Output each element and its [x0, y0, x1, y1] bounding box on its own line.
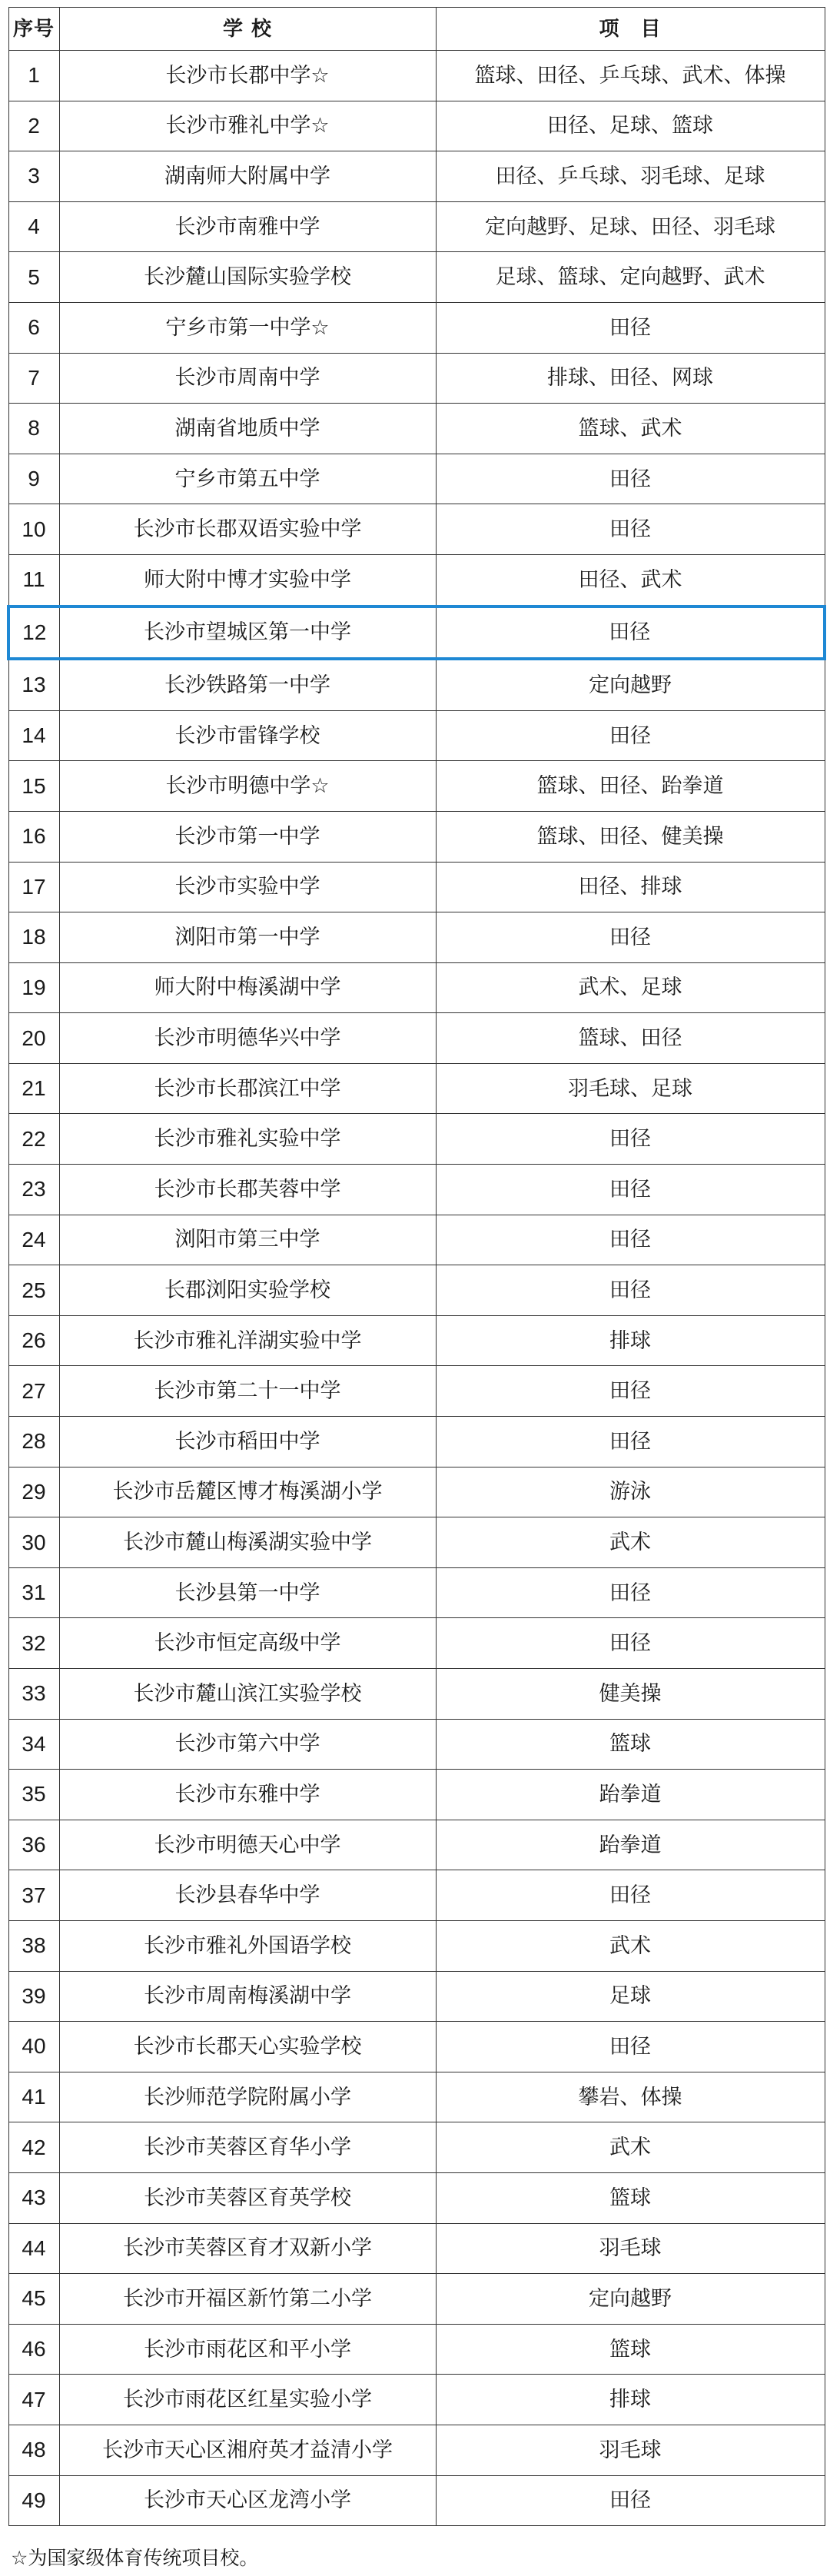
- row-sports: 田径: [436, 1265, 825, 1316]
- row-sports: 田径: [436, 1417, 825, 1467]
- row-number: 20: [8, 1013, 59, 1064]
- row-number: 24: [8, 1215, 59, 1265]
- row-school: 长沙市长郡芙蓉中学: [59, 1165, 436, 1215]
- table-row: [8, 1315, 825, 1366]
- table-row: [8, 1820, 825, 1870]
- row-number: 1: [8, 51, 59, 101]
- row-school: 宁乡市第一中学☆: [59, 302, 436, 353]
- table-row: [8, 1265, 825, 1316]
- table-row: [8, 811, 825, 862]
- row-sports: 篮球、田径、跆拳道: [436, 761, 825, 812]
- row-number: 18: [8, 912, 59, 963]
- row-number: 14: [8, 710, 59, 761]
- row-school: 长沙铁路第一中学: [59, 659, 436, 710]
- row-school: 长沙县春华中学: [59, 1870, 436, 1921]
- row-sports: 篮球、田径、健美操: [436, 811, 825, 862]
- row-sports: 田径: [436, 504, 825, 555]
- row-school: 长沙市恒定高级中学: [59, 1618, 436, 1669]
- row-school: 长沙市麓山滨江实验学校: [59, 1669, 436, 1720]
- header-sports: 项 目: [436, 8, 825, 51]
- table-row: [8, 1215, 825, 1265]
- row-sports: 田径: [436, 1870, 825, 1921]
- table-row: [8, 454, 825, 504]
- row-sports: 篮球、武术: [436, 404, 825, 454]
- table-row: [8, 1567, 825, 1618]
- row-number: 39: [8, 1971, 59, 2022]
- table-row: [8, 2274, 825, 2325]
- row-school: 长沙市雅礼实验中学: [59, 1114, 436, 1165]
- table-row: [8, 1417, 825, 1467]
- table-row: [8, 1618, 825, 1669]
- row-sports: 羽毛球: [436, 2425, 825, 2475]
- row-number: 17: [8, 862, 59, 912]
- row-school: 长沙市明德天心中学: [59, 1820, 436, 1870]
- row-school: 长沙市实验中学: [59, 862, 436, 912]
- row-number: 35: [8, 1770, 59, 1820]
- table-row: [8, 2425, 825, 2475]
- row-school: 湖南师大附属中学: [59, 151, 436, 202]
- row-number: 6: [8, 302, 59, 353]
- row-number: 42: [8, 2122, 59, 2173]
- table-row: [8, 1467, 825, 1517]
- row-sports: 田径: [436, 1165, 825, 1215]
- row-number: 15: [8, 761, 59, 812]
- table-row: [8, 1366, 825, 1417]
- row-sports: 田径: [436, 607, 825, 660]
- row-sports: 定向越野: [436, 659, 825, 710]
- row-school: 长沙市开福区新竹第二小学: [59, 2274, 436, 2325]
- table-row: [8, 504, 825, 555]
- row-number: 25: [8, 1265, 59, 1316]
- row-number: 19: [8, 962, 59, 1013]
- table-row: [8, 2172, 825, 2223]
- row-school: 湖南省地质中学: [59, 404, 436, 454]
- table-row: [8, 962, 825, 1013]
- row-sports: 羽毛球、足球: [436, 1063, 825, 1114]
- table-row: [8, 252, 825, 303]
- row-number: 28: [8, 1417, 59, 1467]
- row-number: 10: [8, 504, 59, 555]
- row-sports: 田径: [436, 1366, 825, 1417]
- row-number: 32: [8, 1618, 59, 1669]
- row-school: 长沙市周南梅溪湖中学: [59, 1971, 436, 2022]
- row-sports: 跆拳道: [436, 1770, 825, 1820]
- row-school: 长沙市麓山梅溪湖实验中学: [59, 1517, 436, 1568]
- row-number: 41: [8, 2072, 59, 2122]
- table-row: [8, 1719, 825, 1770]
- row-sports: 田径: [436, 2475, 825, 2526]
- row-number: 29: [8, 1467, 59, 1517]
- row-number: 38: [8, 1920, 59, 1971]
- row-number: 27: [8, 1366, 59, 1417]
- row-school: 长沙麓山国际实验学校: [59, 252, 436, 303]
- row-school: 长沙市天心区龙湾小学: [59, 2475, 436, 2526]
- row-sports: 定向越野、足球、田径、羽毛球: [436, 201, 825, 252]
- table-row: [8, 51, 825, 101]
- row-school: 长沙市第二十一中学: [59, 1366, 436, 1417]
- table-row: [8, 607, 825, 660]
- row-sports: 田径: [436, 454, 825, 504]
- row-number: 37: [8, 1870, 59, 1921]
- row-sports: 武术、足球: [436, 962, 825, 1013]
- row-number: 3: [8, 151, 59, 202]
- row-sports: 足球: [436, 1971, 825, 2022]
- row-number: 34: [8, 1719, 59, 1770]
- table-row: [8, 2122, 825, 2173]
- row-sports: 田径: [436, 1215, 825, 1265]
- row-number: 46: [8, 2324, 59, 2375]
- row-number: 26: [8, 1315, 59, 1366]
- row-sports: 羽毛球: [436, 2223, 825, 2274]
- row-sports: 田径、武术: [436, 554, 825, 606]
- header-row: [8, 8, 825, 51]
- row-school: 浏阳市第三中学: [59, 1215, 436, 1265]
- row-number: 21: [8, 1063, 59, 1114]
- row-school: 长沙市长郡滨江中学: [59, 1063, 436, 1114]
- row-school: 长沙市望城区第一中学: [59, 607, 436, 660]
- row-number: 13: [8, 659, 59, 710]
- row-number: 49: [8, 2475, 59, 2526]
- table-row: [8, 2022, 825, 2072]
- row-sports: 篮球: [436, 2172, 825, 2223]
- row-sports: 游泳: [436, 1467, 825, 1517]
- row-sports: 田径、排球: [436, 862, 825, 912]
- row-sports: 武术: [436, 1920, 825, 1971]
- row-school: 长沙市东雅中学: [59, 1770, 436, 1820]
- row-school: 长沙市南雅中学: [59, 201, 436, 252]
- row-number: 33: [8, 1669, 59, 1720]
- row-school: 浏阳市第一中学: [59, 912, 436, 963]
- row-number: 8: [8, 404, 59, 454]
- row-school: 师大附中梅溪湖中学: [59, 962, 436, 1013]
- row-number: 9: [8, 454, 59, 504]
- table-row: [8, 1063, 825, 1114]
- footnote: ☆为国家级体育传统项目校。: [11, 2547, 259, 2569]
- row-number: 36: [8, 1820, 59, 1870]
- row-school: 长沙市芙蓉区育华小学: [59, 2122, 436, 2173]
- row-sports: 田径: [436, 912, 825, 963]
- row-sports: 排球: [436, 1315, 825, 1366]
- row-sports: 定向越野: [436, 2274, 825, 2325]
- row-school: 长沙市明德华兴中学: [59, 1013, 436, 1064]
- row-sports: 篮球: [436, 1719, 825, 1770]
- row-sports: 田径、足球、篮球: [436, 101, 825, 151]
- row-number: 4: [8, 201, 59, 252]
- row-sports: 田径: [436, 2022, 825, 2072]
- table-row: [8, 1870, 825, 1921]
- row-number: 5: [8, 252, 59, 303]
- table-row: [8, 912, 825, 963]
- row-number: 12: [8, 607, 59, 660]
- table-row: [8, 1920, 825, 1971]
- row-sports: 足球、篮球、定向越野、武术: [436, 252, 825, 303]
- row-sports: 武术: [436, 1517, 825, 1568]
- table-row: [8, 2475, 825, 2526]
- row-school: 长沙师范学院附属小学: [59, 2072, 436, 2122]
- row-number: 44: [8, 2223, 59, 2274]
- row-number: 7: [8, 353, 59, 404]
- table-row: [8, 1971, 825, 2022]
- table-row: [8, 151, 825, 202]
- row-number: 40: [8, 2022, 59, 2072]
- row-sports: 田径: [436, 1114, 825, 1165]
- row-school: 长沙市雨花区红星实验小学: [59, 2375, 436, 2425]
- row-school: 长沙市周南中学: [59, 353, 436, 404]
- row-number: 11: [8, 554, 59, 606]
- table-row: [8, 1770, 825, 1820]
- row-school: 长沙市芙蓉区育才双新小学: [59, 2223, 436, 2274]
- row-number: 45: [8, 2274, 59, 2325]
- table-body: [8, 51, 825, 2526]
- row-school: 长沙县第一中学: [59, 1567, 436, 1618]
- row-school: 长沙市岳麓区博才梅溪湖小学: [59, 1467, 436, 1517]
- row-school: 长沙市稻田中学: [59, 1417, 436, 1467]
- row-school: 长沙市明德中学☆: [59, 761, 436, 812]
- row-school: 长沙市雨花区和平小学: [59, 2324, 436, 2375]
- school-sports-table: [7, 7, 826, 2526]
- row-sports: 健美操: [436, 1669, 825, 1720]
- table-row: [8, 2375, 825, 2425]
- row-school: 长沙市雅礼中学☆: [59, 101, 436, 151]
- table-row: [8, 2072, 825, 2122]
- row-school: 长沙市长郡中学☆: [59, 51, 436, 101]
- row-number: 30: [8, 1517, 59, 1568]
- row-number: 31: [8, 1567, 59, 1618]
- row-school: 长沙市长郡天心实验学校: [59, 2022, 436, 2072]
- row-school: 宁乡市第五中学: [59, 454, 436, 504]
- row-school: 长沙市雅礼外国语学校: [59, 1920, 436, 1971]
- row-sports: 排球: [436, 2375, 825, 2425]
- row-number: 43: [8, 2172, 59, 2223]
- row-number: 22: [8, 1114, 59, 1165]
- table-row: [8, 554, 825, 606]
- table-row: [8, 710, 825, 761]
- table-row: [8, 761, 825, 812]
- table-row: [8, 1165, 825, 1215]
- row-sports: 攀岩、体操: [436, 2072, 825, 2122]
- header-school: 学 校: [59, 8, 436, 51]
- table-row: [8, 1114, 825, 1165]
- row-number: 47: [8, 2375, 59, 2425]
- row-sports: 篮球、田径: [436, 1013, 825, 1064]
- row-sports: 篮球: [436, 2324, 825, 2375]
- table-row: [8, 659, 825, 710]
- row-sports: 排球、田径、网球: [436, 353, 825, 404]
- row-sports: 田径: [436, 1567, 825, 1618]
- row-number: 23: [8, 1165, 59, 1215]
- table-row: [8, 353, 825, 404]
- row-school: 长沙市天心区湘府英才益清小学: [59, 2425, 436, 2475]
- table-header: [8, 8, 825, 51]
- row-school: 长沙市第一中学: [59, 811, 436, 862]
- row-school: 长沙市芙蓉区育英学校: [59, 2172, 436, 2223]
- table-row: [8, 2324, 825, 2375]
- row-sports: 田径: [436, 1618, 825, 1669]
- table-row: [8, 404, 825, 454]
- table-row: [8, 201, 825, 252]
- header-number: 序号: [8, 8, 59, 51]
- row-sports: 田径、乒乓球、羽毛球、足球: [436, 151, 825, 202]
- table-row: [8, 302, 825, 353]
- table-row: [8, 2223, 825, 2274]
- row-number: 16: [8, 811, 59, 862]
- row-school: 长沙市雅礼洋湖实验中学: [59, 1315, 436, 1366]
- row-number: 2: [8, 101, 59, 151]
- row-sports: 田径: [436, 710, 825, 761]
- table-row: [8, 1669, 825, 1720]
- row-number: 48: [8, 2425, 59, 2475]
- row-sports: 篮球、田径、乒乓球、武术、体操: [436, 51, 825, 101]
- row-sports: 跆拳道: [436, 1820, 825, 1870]
- row-sports: 田径: [436, 302, 825, 353]
- row-school: 长沙市第六中学: [59, 1719, 436, 1770]
- row-school: 师大附中博才实验中学: [59, 554, 436, 606]
- row-school: 长沙市长郡双语实验中学: [59, 504, 436, 555]
- table-row: [8, 862, 825, 912]
- row-school: 长郡浏阳实验学校: [59, 1265, 436, 1316]
- table-row: [8, 1517, 825, 1568]
- row-sports: 武术: [436, 2122, 825, 2173]
- table-row: [8, 101, 825, 151]
- school-table-container: [7, 7, 823, 2526]
- row-school: 长沙市雷锋学校: [59, 710, 436, 761]
- table-row: [8, 1013, 825, 1064]
